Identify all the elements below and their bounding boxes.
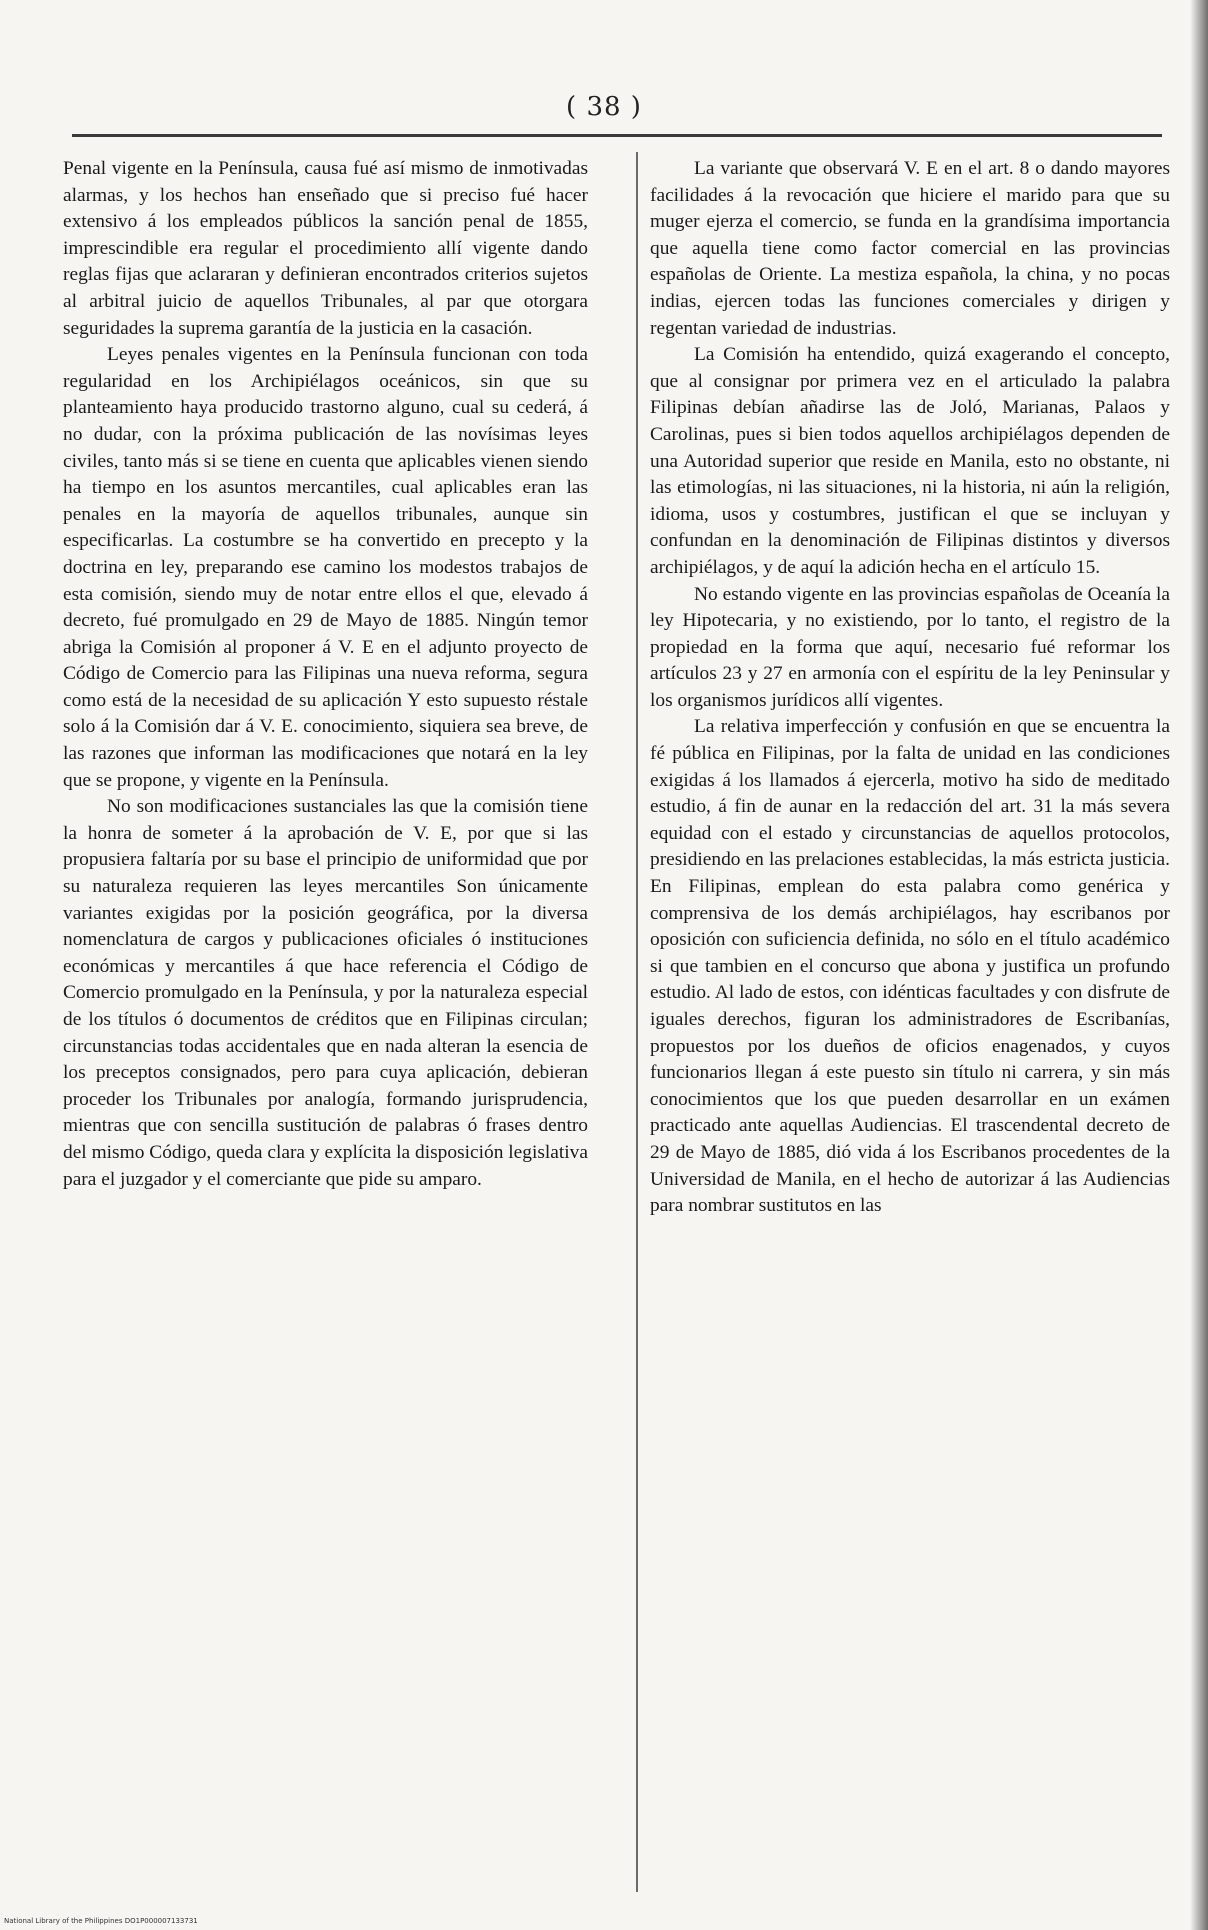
left-paragraph-3: No son modificaciones sustanciales las que la comisión tiene la honra de someter á la aprobación de V. E, por que si las propusiera faltaría por su base el principio de uniformidad que por su naturaleza requieren las leyes mercantiles Son únicamente variantes exigidas por la posición geográfica, por la diversa nomenclatura de cargos y publicaciones oficiales ó instituciones económicas y mercantiles á que hace referencia el Código de Comercio promulgado en la Península, y por la naturaleza especial de los títulos ó documentos de créditos que en Filipinas circulan; circunstancias todas accidentales que en nada alteran la esencia de los preceptos consignados, pero para cuya aplicación, debieran proceder los Tribunales por analogía, formando jurisprudencia, mientras que con sencilla sustitución de palabras ó frases dentro del mismo Código, queda clara y explícita la disposición legislativa para el juzgador y el comerciante que pide su amparo. <box>63 796 588 1190</box>
left-paragraph-2: Leyes penales vigentes en la Península funcionan con toda regularidad en los Archipiélagos oceánicos, sin que su planteamiento haya producido trastorno alguno, cual su cederá, á no dudar, con la próxima publicación de las novísimas leyes civiles, tanto más si se tiene en cuenta que aplicables vienen siendo ha tiempo en los asuntos mercantiles, cual aplicables eran las penales en la mayoría de aquellos tribunales, aunque sin especificarlas. La costumbre se ha convertido en precepto y la doctrina en ley, preparando ese camino los modestos trabajos de esta comisión, siendo muy de notar entre ellos el que, elevado á decreto, fué promulgado en 29 de Mayo de 1885. Ningún temor abriga la Comisión al proponer á V. E en el adjunto proyecto de Código de Comercio para las Filipinas una nueva reforma, segura como está de la necesidad de su aplicación Y esto supuesto réstale solo á la Comisión dar á V. E. conocimiento, siquiera sea breve, de las razones que informan las modificaciones que notará en la ley que se propone, y vigente en la Península. <box>63 344 588 791</box>
column-divider <box>636 152 638 1892</box>
scan-edge-shadow <box>1190 0 1208 1930</box>
right-paragraph-3: No estando vigente en las provincias españolas de Oceanía la ley Hipotecaria, y no existiendo, por lo tanto, el registro de la propiedad en la forma que aquí, necesario fué reformar los artículos 23 y 27 en armonía con el espíritu de la ley Peninsular y los organismos jurídicos allí vigentes. <box>650 583 1170 711</box>
left-column <box>63 156 588 1193</box>
left-paragraph-1: Penal vigente en la Península, causa fué así mismo de inmotivadas alarmas, y los hechos han enseñado que si preciso fué hacer extensivo á los empleados públicos la sanción penal de 1855, imprescindible era regular el procedimiento allí vigente dando reglas fijas que aclararan y definieran encontrados criterios sujetos al arbitral juicio de aquellos Tribunales, al par que otorgara seguridades la suprema garantía de la justicia en la casación. <box>63 158 588 339</box>
right-paragraph-1: La variante que observará V. E en el art. 8 o dando mayores facilidades á la revocación que hiciere el marido para que su muger ejerza el comercio, se funda en la grandísima importancia que aquella tiene como factor comercial en las provincias españolas de Oriente. La mestiza española, la china, y no pocas indias, ejercen todas las funciones comerciales y dirigen y regentan variedad de industrias. <box>650 158 1170 339</box>
right-column <box>650 156 1170 1220</box>
header-rule <box>72 134 1162 137</box>
right-paragraph-4: La relativa imperfección y confusión en que se encuentra la fé pública en Filipinas, por la falta de unidad en las condiciones exigidas á los llamados á ejercerla, motivo ha sido de meditado estudio, á fin de aunar en la redacción del art. 31 la más severa equidad con el estado y circunstancias de aquellos protocolos, presidiendo en las prelaciones establecidas, la más estricta justicia. En Filipinas, emplean do esta palabra como genérica y comprensiva de los demás archipiélagos, hay escribanos por oposición con suficiencia definida, no sólo en el título académico si que tambien en el concurso que abona y justifica un profundo estudio. Al lado de estos, con idénticas facultades y con disfrute de iguales derechos, figuran los administradores de Escribanías, propuestos por los dueños de oficios enagenados, y cuyos funcionarios llegan á este puesto sin título ni carrera, y sin más conocimientos que los que pueden desarrollar en un exámen practicado ante aquellas Audiencias. El trascendental decreto de 29 de Mayo de 1885, dió vida á los Escribanos procedentes de la Universidad de Manila, en el hecho de autorizar á las Audiencias para nombrar sustitutos en las <box>650 716 1170 1217</box>
scan-credit: National Library of the Philippines DO1P000007133731 <box>4 1917 198 1925</box>
page-number: ( 38 ) <box>566 92 642 122</box>
right-paragraph-2: La Comisión ha entendido, quizá exagerando el concepto, que al consignar por primera vez en el articulado la palabra Filipinas debían añadirse las de Joló, Marianas, Palaos y Carolinas, pues si bien todos aquellos archipiélagos dependen de una Autoridad superior que reside en Manila, esto no obstante, ni las etimologías, ni las situaciones, ni la historia, ni aún la religión, idioma, usos y costumbres, justifican el que se incluyan y confundan en la denominación de Filipinas distintos y diversos archipiélagos, y de aquí la adición hecha en el artículo 15. <box>650 344 1170 578</box>
